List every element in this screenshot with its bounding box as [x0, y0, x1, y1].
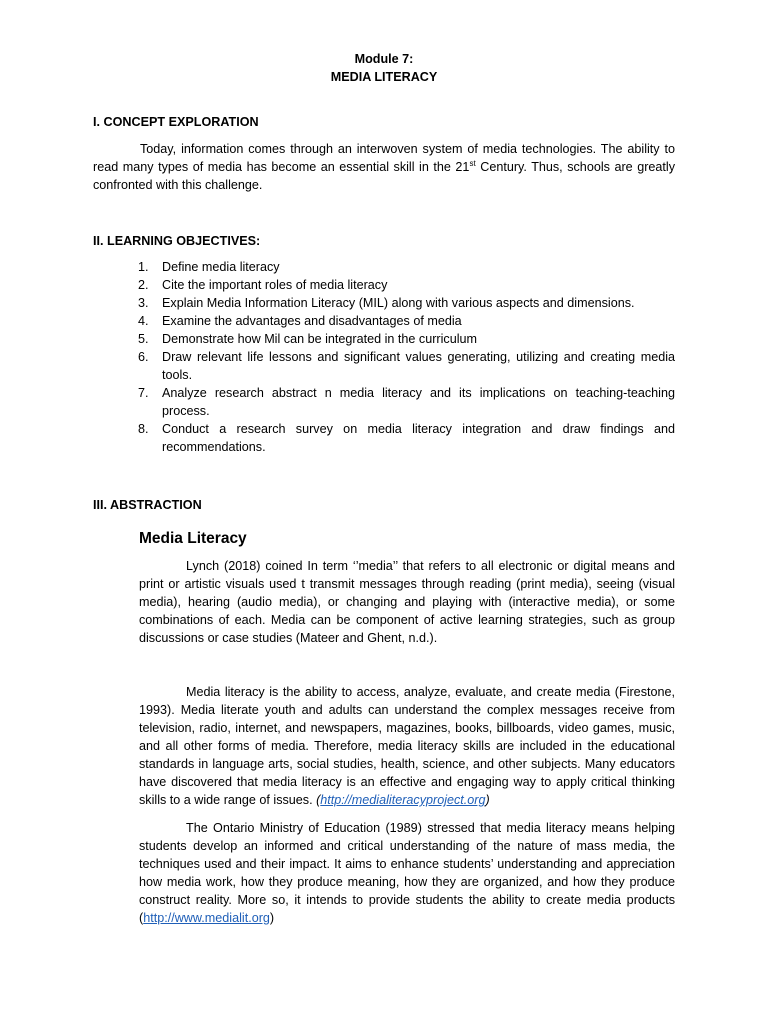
- module-number: Module 7:: [354, 52, 414, 66]
- list-item-number: 6.: [138, 350, 149, 364]
- list-item-text: Conduct a research survey on media literacy integration and draw findings and recommendations.: [162, 422, 675, 454]
- concept-paragraph: [93, 140, 675, 194]
- list-item: [93, 348, 675, 384]
- abstraction-paragraph-3: [139, 819, 675, 927]
- list-item: [93, 384, 675, 420]
- list-item-number: 5.: [138, 332, 149, 346]
- list-item: [93, 420, 675, 456]
- list-item-number: 2.: [138, 278, 149, 292]
- list-item-number: 8.: [138, 422, 149, 436]
- media-literacy-subheading: Media Literacy: [139, 530, 247, 547]
- list-item: [93, 330, 675, 348]
- abstraction-paragraph-2: [139, 683, 675, 809]
- list-item-text: Draw relevant life lessons and significant values generating, utilizing and creating media tools.: [162, 350, 675, 382]
- list-item: [93, 294, 675, 312]
- list-item-text: Define media literacy: [162, 260, 280, 274]
- abstraction-heading: III. ABSTRACTION: [93, 498, 202, 512]
- paragraph-2-open-paren: (: [316, 793, 321, 807]
- concept-text-a: Today, information comes through an interwoven system of media technologies. The ability to read many types of media has become an essential skill in the 21: [93, 142, 675, 174]
- paragraph-3-text: The Ontario Ministry of Education (1989) stressed that media literacy means helping students develop an informed and critical understanding of the nature of mass media, the techniques used and their impact. It aims to enhance students’ understanding and appreciation how media work, how they produce meaning, how they are organized, and how they produce construct reality. More so, it intends to provide students the ability to create media products (: [139, 821, 675, 925]
- concept-text-b: Century. Thus, schools are greatly confronted with this challenge.: [93, 160, 675, 192]
- module-title: MEDIA LITERACY: [330, 70, 438, 84]
- list-item: [93, 258, 675, 276]
- list-item-text: Explain Media Information Literacy (MIL) along with various aspects and dimensions.: [162, 296, 635, 310]
- concept-superscript: st: [469, 159, 476, 168]
- list-item-number: 1.: [138, 260, 149, 274]
- list-item: [93, 276, 675, 294]
- paragraph-3-close-paren: ): [269, 911, 275, 925]
- medialiteracyproject-link[interactable]: http://medialiteracyproject.org: [320, 793, 486, 807]
- list-item-text: Demonstrate how Mil can be integrated in the curriculum: [162, 332, 477, 346]
- paragraph-2-text: Media literacy is the ability to access, analyze, evaluate, and create media (Firestone, 1993). Media literate youth and adults can understand the complex messages receive from television, radio, internet, and newspapers, magazines, books, billboards, video games, music, and all other forms of media. Therefore, media literacy skills are included in the educational standards in language arts, social studies, health, science, and other subjects. Many educators have discovered that media literacy is an effective and engaging way to apply critical thinking skills to a wide range of issues.: [139, 685, 675, 807]
- abstraction-paragraph-1: Lynch (2018) coined In term ‘’media’’ that refers to all electronic or digital means and print or artistic visuals used t transmit messages through reading (print media), seeing (visual media), hearing (audio media), or changing and playing with (interactive media), or some combinations of each. Media can be component of active learning strategies, such as group discussions or case studies (Mateer and Ghent, n.d.).: [139, 559, 675, 645]
- list-item-number: 3.: [138, 296, 149, 310]
- list-item-number: 7.: [138, 386, 149, 400]
- list-item-text: Analyze research abstract n media literacy and its implications on teaching-teaching process.: [162, 386, 675, 418]
- list-item-text: Cite the important roles of media literacy: [162, 278, 388, 292]
- objectives-heading: II. LEARNING OBJECTIVES:: [93, 234, 261, 248]
- objectives-list: [93, 258, 675, 456]
- list-item-number: 4.: [138, 314, 149, 328]
- list-item: [93, 312, 675, 330]
- list-item-text: Examine the advantages and disadvantages of media: [162, 314, 462, 328]
- paragraph-2-close-paren: ): [485, 793, 490, 807]
- medialit-link[interactable]: http://www.medialit.org: [143, 911, 270, 925]
- concept-heading: I. CONCEPT EXPLORATION: [93, 115, 259, 129]
